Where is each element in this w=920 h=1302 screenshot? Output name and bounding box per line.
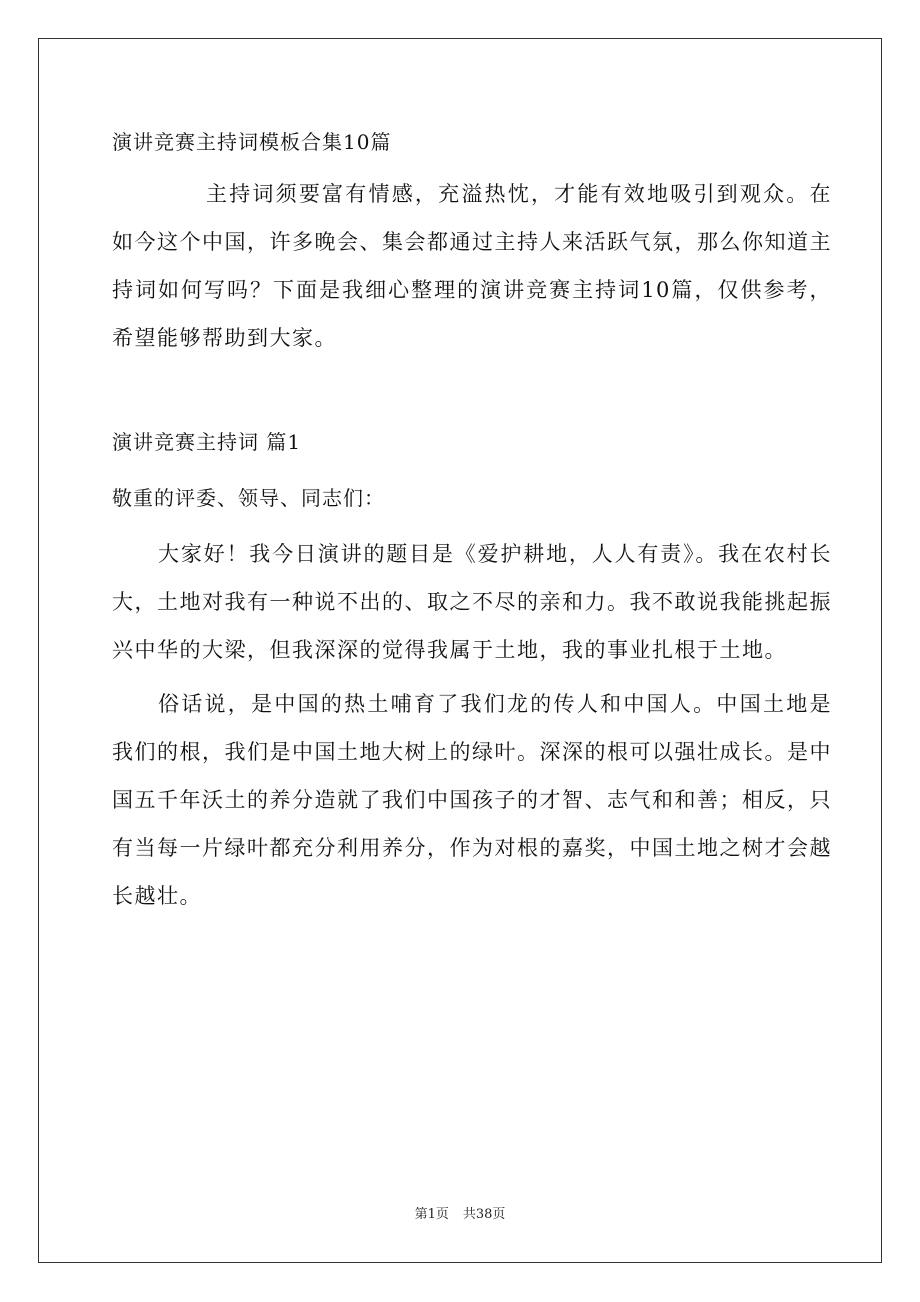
salutation: 敬重的评委、领导、同志们：	[112, 486, 385, 510]
section-title: 演讲竞赛主持词 篇1	[112, 430, 302, 454]
body-paragraph-2: 俗话说，是中国的热土哺育了我们龙的传人和中国人。中国土地是我们的根，我们是中国土地大树上的绿叶。深深的根可以强壮成长。是中国五千年沃土的养分造就了我们中国孩子的才智、志气和和善；相反，只有当每一片绿叶都充分利用养分，作为对根的嘉奖，中国土地之树才会越长越壮。	[112, 692, 832, 908]
body-paragraph-1: 大家好！我今日演讲的题目是《爱护耕地，人人有责》。我在农村长大，土地对我有一种说不出的、取之不尽的亲和力。我不敢说我能挑起振兴中华的大梁，但我深深的觉得我属于土地，我的事业扎根于土地。	[112, 542, 832, 662]
page-footer	[0, 1205, 920, 1225]
page-number: 第1页	[414, 1207, 449, 1222]
intro-paragraph: 主持词须要富有情感，充溢热忱，才能有效地吸引到观众。在如今这个中国，许多晚会、集会都通过主持人来活跃气氛，那么你知道主持词如何写吗？下面是我细心整理的演讲竞赛主持词10篇，仅供参考，希望能够帮助到大家。	[112, 182, 832, 350]
total-pages: 共38页	[462, 1207, 506, 1222]
document-title: 演讲竞赛主持词模板合集10篇	[112, 130, 392, 154]
document-body	[112, 122, 832, 926]
